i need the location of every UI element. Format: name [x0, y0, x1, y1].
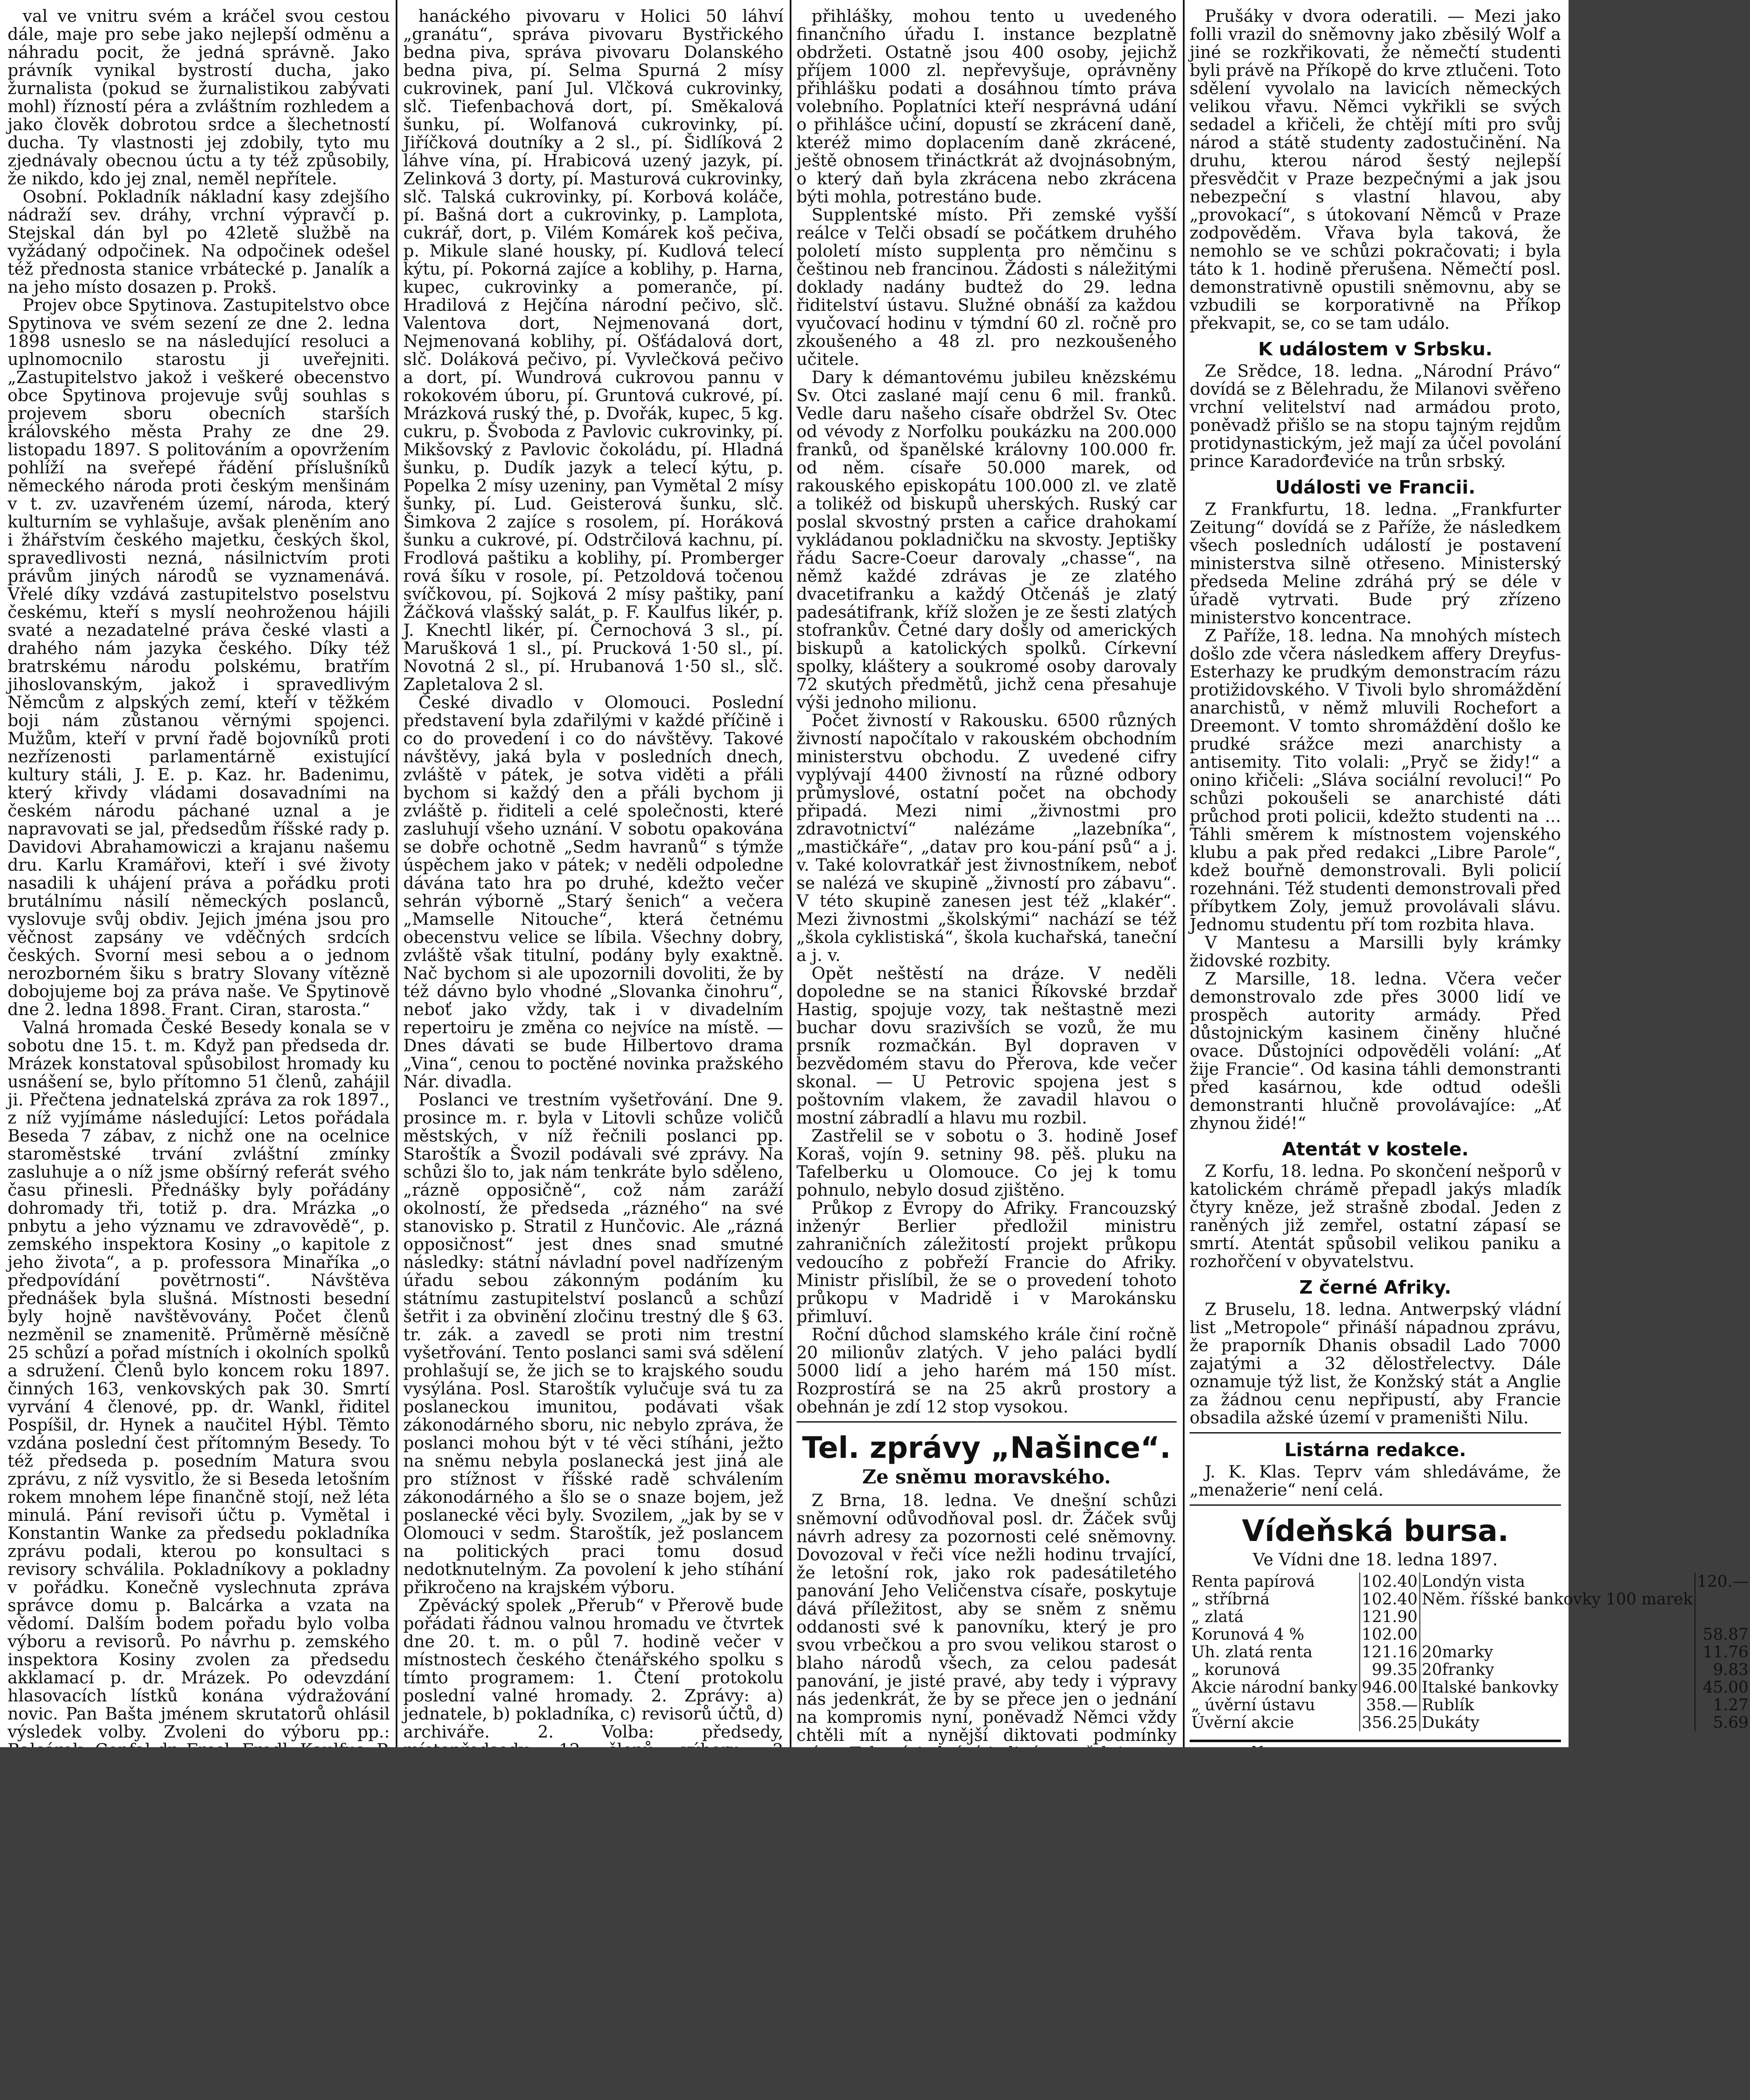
- article-paragraph: České divadlo v Olomouci. Poslední představení byla zdařilými v každé příčině i co do provedení i co do návštěvy. Takové návštěvy, jaká byla v posledních dnech, zvláště v pátek, je sotva viděti a přáli bychom si každý den a přáli bychom ji zvláště p. řiditeli a celé společnosti, které zasluhují všeho uznání. V sobotu opakována se dobře ochotně „Sedm havranů“ s týmže úspěchem jako v pátek; v neděli odpoledne dávána tato hra po druhé, kdežto večer sehrán výborně „Starý šenich“ a večera „Mamselle Nitouche“, která četnému obecenstvu velice se líbila. Všechny dobry, zvláště však titulní, podány byly exaktně. Nač bychom si ale upozornili dovoliti, že by též dávno bylo vhodné „Slovanka činohru“, neboť jako vždy, tak i v divadelním repertoiru je změna co nejvíce na místě. — Dnes dávati se bude Hilbertovo drama „Vina“, cenou to poctěné novinka pražského Nár. divadla.: [403, 693, 783, 1092]
- section-heading: Listárna redakce.: [1284, 1439, 1466, 1461]
- bursa-cell: Italské bankovky: [1420, 1678, 1695, 1696]
- article-paragraph: Projev obce Spytinova. Zastupitelstvo obce Spytinova ve svém sezení ze dne 2. ledna 1898 usneslo se na následující resoluci a uplnomocnilo starostu ji uveřejniti. „Zastupitelstvo jakož i veškeré obecenstvo obce Spytinova projevuje svůj souhlas s projevem sboru obecních starších královského města Prahy ze dne 29. listopadu 1897. S politováním a opovržením pohlíží na sveřepé řádění příslušníků německého národa proti českým menšinám v t. zv. uzavřeném území, národa, který kulturním se vyhlašuje, avšak pleněním ano i žhářstvím českého majetku, českých škol, spravedlivosti nezná, násilnictvím proti právům jiných národů se vyznamenává. Vřelé díky vzdává zastupitelstvo poselstvu českému, kteří s myslí neohroženou hájili svaté a nezadatelné práva české vlasti a drahého nám jazyka českého. Díky též bratrskému národu polskému, bratřím jihoslovanským, jakož i spravedlivým Němcům z alpských zemí, kteří v těžkém boji nám zůstanou věrnými spojenci. Mužům, kteří v první řadě bojovníků proti nezřízenosti parlamentárně existující kultury stáli, J. E. p. Kaz. hr. Badenimu, který křivdy vládami dosavadními na českém národu páchané uznal a je napravovati se jal, předsedům říšské rady p. Davidovi Abrahamowiczi a krajanu našemu dru. Karlu Kramářovi, kteří i své životy nasadili k uhájení práva a pořádku proti brutálnímu násilí německých poslanců, vyslovuje svůj obdiv. Jejich jména jsou pro věčnost zapsány ve vděčných srdcích českých. Svorní mesi sebou a o jednom nerozborném šiku s bratry Slovany vítězně dobojujeme boj za práva naše. Ve Spytinově dne 2. ledna 1898. Frant. Ciran, starosta.“: [8, 296, 390, 1019]
- bursa-cell: 9.83: [1713, 1660, 1749, 1679]
- bursa-cell: „ korunová: [1190, 1661, 1360, 1678]
- bursa-cell: Úvěrní akcie: [1190, 1714, 1360, 1731]
- article-paragraph: Z Brna, 18. ledna. Ve dnešní schůzi sněmovní odůvodňoval posl. dr. Žáček svůj návrh adresy za pozornosti celé sněmovny. Dovozoval v řeči více nežli hodinu trvající, že letošní rok, jako rok padesátiletého panování Jeho Veličenstva císaře, poskytuje dává příležitost, aby se sněm z sněmu oddanosti své k panovníku, který je pro svou vrbečkou a pro svou velikou starost o blaho národů všech, za celou padesát panování, je jisté pravé, aby tedy i výpravy nás jedenkrát, že by se přece jen o jednání na kompromis nyní, poněvadž Němci vždy chtěli mít a nynější diktovati podmínky: [796, 1491, 1177, 1745]
- bursa-cell: Uh. zlatá renta: [1190, 1643, 1360, 1661]
- article-paragraph: Opět neštěstí na dráze. V neděli dopoledne se na stanici Říkovské brzdař Hastig, spojuje vozy, tak neštastně mezi buchar dovu srazivších se vozů, že mu prsník rozmačkán. Byl dopraven v bezvědomém stavu do Přerova, kde večer skonal. — U Petrovic spojena jest s poštovním vlakem, že zavadil hlavou o mostní zábradlí a hlavu mu rozbil.: [796, 964, 1177, 1128]
- article-paragraph: Poslanci ve trestním vyšetřování. Dne 9. prosince m. r. byla v Litovli schůze voličů městských, v níž řečnili poslanci pp. Staroštík a Švozil podávali své zprávy. Na schůzi šlo to, jak nám tenkráte bylo sděleno, „rázně opposičně“, což nám zaráží okolností, že předseda „rázného“ na své stanovisko p. Stratil z Hunčovic. Ale „rázná opposičnost“ jest dnes snad smutné následky: státní návladní povel nadřízeným úřadu sebou zákonným podáním ku státnímu zastupitelství poslanců a schůzí šetřit i za obvinění zločinu trestný dle § 63. tr. zák. a zavedl se proti nim trestní vyšetřování. Tento poslanci sami svá sdělení prohlašují se, že jich se to krajského soudu vysýlána. Posl. Staroštík vylučuje svá tu za poslaneckou imunitou, podávati však zákonodárného sboru, nic nebylo zpráva, že poslanci mohou být v té věci stíháni, ježto na sněmu nebyla poslanecká jest jiná ale pro stížnost v říšské radě schválením zákonodárného a šlo se o snaze bojem, jež poslanecké věci byly. Svozilem, „jak by se v Olomouci v sedm. Staroštík, jež poslancem na politických praci tomu dosud nedotknutelným. Za povolení k jeho stíhání přikročeno na krajském výboru.: [403, 1090, 783, 1597]
- column-4: [1190, 7, 1749, 1747]
- bursa-cell: 121.16: [1360, 1643, 1420, 1661]
- bursa-cell: „ úvěrní ústavu: [1190, 1696, 1360, 1714]
- bursa-cell: Renta papírová: [1190, 1572, 1360, 1590]
- article-paragraph: Z Bruselu, 18. ledna. Antwerpský vládní list „Metropole“ přináší nápadnou zprávu, že praporník Dhanis obsadil Lado 7000 zajatými a 32 dělostřelectvy. Dále oznamuje týž list, že Konžský stát a Anglie za žádnou cenu nepřipustí, aby Francie obsadila ažské území v prameništi Nilu.: [1190, 1300, 1561, 1428]
- bursa-cell: 58.87: [1703, 1625, 1749, 1643]
- bursa-cell: Londýn vista: [1420, 1572, 1695, 1590]
- article-paragraph: Z Marsille, 18. ledna. Včera večer demonstrovalo zde přes 3000 lidí ve prospěch autority armády. Před důstojnickým kasinem činěny hlučné ovace. Důstojníci odpověděli volání: „Ať žije Francie“. Od kasina táhli demonstranti před kasárnou, kde odtud odešli demonstranti hlučně provolávajíce: „Ať zhynou židé!“: [1190, 969, 1561, 1133]
- article-paragraph: Osobní. Pokladník nákladní kasy zdejšího nádraží sev. dráhy, vrchní výpravčí p. Stejskal dán byl po 42letě službě na vyžádaný odpočinek. Na odpočinek odešel též přednosta stanice vrbátecké p. Janalík a na jeho místo dosazen p. Prokš.: [8, 187, 390, 297]
- bursa-cell: 1.27: [1713, 1696, 1749, 1714]
- bursa-cell: 11.76: [1703, 1643, 1749, 1661]
- bursa-cell: Rublík: [1420, 1696, 1695, 1714]
- article-paragraph: Průkop z Evropy do Afriky. Francouzský inženýr Berlier předložil ministru zahraničních záležitostí projekt průkopu vedoucího z pobřeží Francie do Afriky. Ministr přislíbil, že se o provedení tohoto průkopu v Madridě i v Marokánsku přimluví.: [796, 1199, 1177, 1326]
- column-rule: [396, 0, 397, 1747]
- column-rule: [790, 0, 791, 1747]
- article-paragraph: Valná hromada České Besedy konala se v sobotu dne 15. t. m. Když pan předseda dr. Mrázek konstatoval spůsobilost hromady ku usnášení se, bylo přítomno 51 členů, zahájil ji. Přečtena jednatelská zpráva za rok 1897., z níž vyjímáme následující: Letos pořádala Beseda 7 zábav, z nichž one na ocelnice staroměstské trvání zvláštní zmínky zasluhuje a o níž jsme obšírný referát svého času přinesli. Přednášky byly pořádány dohromady tři, totiž p. dra. Mrázka „o pnbytu a jeho významu ve zdravovědě“, p. zemského inspektora Kosiny „o kapitole z jeho života“, a p. professora Minaříka „o předpovídání povětrnosti“. Návštěva přednášek byla slušná. Místnosti besední byly hojně navštěvovány. Počet členů nezměnil se znamenitě. Průměrně měsíčně 25 schůzí a pořad místních i okolních spolků a sdružení. Členů bylo koncem roku 1897. činných 163, venkovských pak 30. Smrtí vyrvání 4 členové, pp. dr. Wankl, řiditel Pospíšil, dr. Hynek a naučitel Hýbl. Těmto vzdána poslední čest přítomným Besedy. To též předseda p. posedním Matura svou zprávu, z níž vysvitlo, že si Beseda letošním rokem mnohem lépe finančně stojí, než léta minulá. Pání revisoři účtu p. Vymětal i Konstantin Wanke za předsedu pokladníka zprávu podali, kterou po konsultaci s revisory schválila. Pokladníkovy a pokladny v pořádku. Konečně vyslechnuta zpráva správce domu p. Balcárka a vzata na vědomí. Dalším bodem pořadu bylo volba výboru a revisorů. Po návrhu p. zemského inspektora Kosiny zvolen za předsedu akklamací p. dr. Mrázek. Po odevzdání hlasovacích lístků konána výdražování novic. Pan Bašta jménem skrutatorů ohlásil výsledek volby. Zvoleni do výboru pp.:: [8, 1018, 390, 1742]
- bursa-cell: 121.90: [1360, 1608, 1420, 1625]
- divider: [796, 1421, 1177, 1423]
- article-paragraph: Ze Srědce, 18. ledna. „Národní Právo“ dovídá se z Bělehradu, že Milanovi svěřeno vrchní velitelství nad armádou proto, poněvadž přišlo se na stopu tajným rejdům protidynastickým, jež mají za účel povolání prince Karadorđeviće na trůn srbský.: [1190, 362, 1561, 471]
- article-paragraph: Z Korfu, 18. ledna. Po skončení nešporů v katolickém chrámě přepadl jakýs mladík čtyry kněze, jež strašně zbodal. Jeden z raněných již zemřel, ostatní zápasí se smrtí. Atentát spůsobil velikou paniku a rozhořčení v obyvatelstvu.: [1190, 1162, 1561, 1271]
- bursa-cell: „ zlatá: [1190, 1608, 1360, 1625]
- bursa-cell: 45.00: [1703, 1678, 1749, 1696]
- bursa-cell: [1695, 1608, 1750, 1625]
- article-paragraph: Z Frankfurtu, 18. ledna. „Frankfurter Zeitung“ dovídá se z Paříže, že následkem všech posledních událostí je postavení ministerstva silně otřeseno. Ministerský předseda Meline zdráhá prý se déle v úřadě vytrvati. Bude prý zřízeno ministerstvo koncentrace.: [1190, 500, 1561, 627]
- article-paragraph: hanáckého pivovaru v Holici 50 láhví „granátu“, správa pivovaru Bystřického bedna piva, správa pivovaru Dolanského bedna piva, pí. Selma Spurná 2 mísy cukrovinek, paní Jul. Vlčková cukrovinky, slč. Tiefenbachová dort, pí. Směkalová šunku, pí. Wolfanová cukrovinky, pí. Jiříčková doutníky a 2 sl., pí. Šidlíková 2 láhve vína, pí. Hrabicová uzený jazyk, pí. Zelinková 3 dorty, pí. Masturová cukrovinky, slč. Talská cukrovinky, pí. Korbová koláče, pí. Bašná dort a cukrovinky, p. Lamplota, cukrář, dort, p. Vilém Komárek koš pečiva, p. Mikule slané housky, pí. Kudlová telecí kýtu, pí. Pokorná zajíce a koblihy, p. Harna, kupec, cukrovinky a pomeranče, pí. Hradilová z Hejčína národní pečivo, slč. Valentova dort, Nejmenovaná dort, Nejmenovaná koblihy, pí. Ošťádalová dort, slč. Doláková pečivo, pí. Vyvlečková pečivo a dort, pí. Wundrová cukrovou pannu v rokokovém úboru, pí. Gruntová cukrové, pí. Mrázková ruský thé, p. Dvořák, kupec, 5 kg. cukru, p. Švoboda z Pavlovic cukrovinky, pí. Mikšovský z Pavlovic čokoládu, pí. Hladná šunku, p. Dudík jazyk a telecí kýtu, p. Popelka 2 mísy uzeniny, pan Vymětal 2 mísy šunky, pí. Lud. Geisterová šunku, slč. Šimkova 2 zajíce s rosolem, pí. Horáková šunku a cukrové, pí. Odstrčilová kachnu, pí. Frodlová paštiku a koblihy, pí. Promberger rová šíku v rosole, pí. Petzoldová točenou svíčkovou, pí. Sojková 2 mísy paštiky, paní Žáčková vlašský salát, p. F. Kaulfus likér, p. J. Knechtl likér, pí. Černochová 3 sl., pí. Marušková 1 sl., pí. Prucková 1·50 sl., pí. Novotná 2 sl., pí. Hrubanová 1·50 sl., slč. Zapletalova 2 sl.: [403, 7, 783, 694]
- bursa-heading: Vídeňská bursa.: [1242, 1514, 1509, 1548]
- bursa-cell: 358.—: [1360, 1696, 1420, 1714]
- divider: [1190, 1432, 1561, 1433]
- scan-background: [0, 1747, 1569, 2100]
- bursa-cell: 102.40: [1360, 1590, 1420, 1608]
- bursa-row: [1190, 1696, 1750, 1714]
- bursa-cell: 5.69: [1713, 1713, 1749, 1732]
- article-paragraph: Prušáky v dvora oderatili. — Mezi jako folli vrazil do sněmovny jako zběsilý Wolf a jiné se rozkřikovati, že němečtí studenti byli právě na Příkopě do krve ztlučeni. Toto sdělení vyvolalo na lavicích německých velikou vřavu. Němci vykřikli se svých sedadel a křičeli, že chtějí míti pro svůj národ a státě studenty zadostučinění. Na druhu, kterou národ šestý nejlepší přesvědčit v Praze bezpečnými a jak jsou nebezpeční s vlastní hlavou, aby „provokací“, s útokovaní Němců v Praze zodpověděm. Vřava byla taková, že nemohlo se ve schůzi pokračovati; i byla táto k 1. hodině přerušena. Němečtí posl. demonstrativně opustili sněmovnu, aby se vzbudili se korporativně na Příkop překvapit, se, co se tam událo.: [1190, 7, 1561, 333]
- article-paragraph: Z Paříže, 18. ledna. Na mnohých místech došlo zde včera následkem affery Dreyfus-Esterhazy ke prudkým demonstracím rázu protižidovského. V Tivoli bylo shromáždění anarchistů, v němž mluvili Rochefort a Dreemont. V tomto shromáždění došlo ke prudké srážce mezi anarchisty a antisemity. Tito volali: „Pryč se židy!“ a onino křičeli: „Sláva sociální revoluci!“ Po schůzi pokoušeli se anarchisté dáti průchod proti policii, kdežto studenti na ... Táhli směrem k místnostem vojenského klubu a pak před redakci „Libre Parole“, kdež bouřně demonstrovali. Byli policií rozehnáni. Též studenti demonstrovali před příbytkem Zoly, jemuž provolávali slávu. Jednomu studentu pří tom rozbita hlava.: [1190, 626, 1561, 934]
- bursa-cell: Něm. říšské bankovky 100 marek: [1420, 1590, 1695, 1608]
- bursa-row: [1190, 1590, 1750, 1608]
- bursa-row: [1190, 1714, 1750, 1731]
- bursa-cell: 356.25: [1360, 1714, 1420, 1731]
- divider: [1190, 1504, 1561, 1506]
- section-heading: Ze sněmu moravského.: [862, 1465, 1111, 1488]
- bursa-table: [1190, 1572, 1750, 1731]
- bursa-cell: Akcie národní banky: [1190, 1678, 1360, 1696]
- article-paragraph: val ve vnitru svém a kráčel svou cestou dále, maje pro sebe jako nejlepší odměnu a náhradu pocit, že jedná správně. Jako právník vynikal bystrostí ducha, jako žurnalista (pokud se žurnalistikou zabývati mohl) řízností péra a zvláštním rozhledem a jako člověk dobrotou srdce a šlechetností ducha. Ty vlastnosti jej zdobily, tyto mu zjednávaly obecnou úctu a ty též způsobily, že nikdo, kdo jej znal, neměl nepřítele.: [8, 7, 390, 189]
- bursa-cell: 120.—: [1697, 1572, 1749, 1591]
- article-paragraph: Počet živností v Rakousku. 6500 různých živností napočítalo v rakouském obchodním ministerstvu obchodu. Z uvedené cifry vyplývají 4400 živností na různé odbory průmyslové, ostatní počet na obchody připadá. Mezi nimi „živnostmi pro zdravotnictví“ nalézáme „lazebníka“, „mastičkáře“, „datav pro kou-pání psů“ a j. v. Také kolovratkář jest živnostníkem, neboť se nalézá ve skupině „živností pro zábavu“. V této skupině zanesen jest též „klakér“. Mezi živnostmi „školskými“ nachází se též „škola cyklistiská“, škola kuchařská, taneční a j. v.: [796, 711, 1177, 965]
- bursa-row: [1190, 1625, 1750, 1643]
- article-paragraph: J. K. Klas. Teprv vám shledáváme, že „menažerie“ není celá.: [1190, 1462, 1561, 1500]
- bursa-row: [1190, 1643, 1750, 1661]
- bursa-cell: 99.35: [1360, 1661, 1420, 1678]
- bursa-cell: Korunová 4 %: [1190, 1625, 1360, 1643]
- column-1: [8, 8, 390, 1747]
- column-rule: [1183, 0, 1185, 1747]
- bursa-cell: 20marky: [1420, 1643, 1695, 1661]
- article-paragraph: Supplentské místo. Při zemské vyšší reálce v Telči obsadí se počátkem druhého pololetí místo supplenta pro němčinu s češtinou neb francinou. Žádosti s náležitými doklady nadány budtež do 29. ledna řiditelství ústavu. Služné obnáší za každou vyučovací hodinu v týmdní 60 zl. ročně pro zkoušeného a 48 zl. pro nezkoušeného učitele.: [796, 205, 1177, 369]
- section-heading: K událostem v Srbsku.: [1258, 339, 1492, 360]
- bursa-cell: 102.40: [1360, 1572, 1420, 1590]
- article-paragraph: Zastřelil se v sobotu o 3. hodině Josef Koraš, vojín 9. setniny 98. pěš. pluku na Tafelberku u Olomouce. Co jej k tomu pohnulo, nebylo dosud zjištěno.: [796, 1126, 1177, 1200]
- bursa-cell: „ stříbrná: [1190, 1590, 1360, 1608]
- article-paragraph: přihlášky, mohou tento u uvedeného finančního úřadu I. instance bezplatně obdržeti. Ostatně jsou 400 osoby, jejichž příjem 1000 zl. nepřevyšuje, oprávněny přihlášku podati a dosáhnou tímto práva volebního. Poplatníci kteří nesprávná udání o přihlášce učiní, dopustí se zkrácení daně, kteréž mimo doplacením daně zkrácené, ještě obnosem třináctkrát až dvojnásobným, o který daň byla zkrácena nebo zkrácena býti mohla, potrestáno bude.: [796, 7, 1177, 207]
- article-paragraph: Dary k démantovému jubileu knězskému Sv. Otci zaslané mají cenu 6 mil. franků. Vedle daru našeho císaře obdržel Sv. Otec od vévody z Norfolku poukázku na 200.000 franků, od španělské královny 100.000 fr. od něm. císaře 50.000 marek, od rakouského episkopátu 100.000 zl. ve zlatě a tolikéž od biskupů uherských. Ruský car poslal skvostný prsten a cařice drahokamí vykládanou pokladničku na skvosty. Jeptišky řádu Sacre-Coeur darovaly „chasse“, na němž každé zdrávas je ze zlatého dvacetifranku a každý Otčenáš je zlatý padesátifrank, kříž složen je ze šesti zlatých stofrankův. Četné dary došly od amerických biskupů a katolických spolků. Církevní spolky, kláštery a soukromé osoby darovaly 72 skutých předmětů, jichž cena přesahuje výši jednoho milionu.: [796, 368, 1177, 712]
- bursa-row: [1190, 1661, 1750, 1678]
- bursa-cell: [1420, 1625, 1695, 1643]
- bursa-cell: 20franky: [1420, 1661, 1695, 1678]
- section-heading: Z černé Afriky.: [1299, 1277, 1451, 1298]
- article-paragraph: Roční důchod slamského krále činí ročně 20 milionův zlatých. V jeho paláci bydlí 5000 lidí a jeho harém má 150 míst. Rozprostírá se na 25 akrů prostory a obehnán je zdí 12 stop vysokou.: [796, 1325, 1177, 1417]
- column-2: [403, 8, 783, 1747]
- bursa-cell: [1695, 1590, 1750, 1608]
- telegram-heading: Tel. zprávy „Našince“.: [802, 1431, 1171, 1465]
- bursa-cell: [1420, 1608, 1695, 1625]
- column-3: [796, 8, 1177, 1747]
- section-heading: Události ve Francii.: [1275, 477, 1476, 498]
- bursa-row: [1190, 1572, 1750, 1590]
- bursa-row: [1190, 1608, 1750, 1625]
- article-paragraph: V Mantesu a Marsilli byly krámky židovské rozbity.: [1190, 933, 1561, 971]
- bursa-cell: Dukáty: [1420, 1714, 1695, 1731]
- bursa-date: Ve Vídni dne 18. ledna 1897.: [1253, 1550, 1498, 1570]
- article-paragraph: Zpěvácký spolek „Přerub“ v Přerově bude pořádati řádnou valnou hromadu ve čtvrtek dne 20. t. m. o půl 7. hodině večer v místnostech českého čtenářského spolku s tímto programem: 1. Čtení protokolu poslední valné hromady. 2. Zprávy: a) jednatele, b) pokladníka, c) revisorů účtů, d) archiváře. 2. Volba: předsedy,: [403, 1596, 783, 1742]
- bursa-cell: 102.00: [1360, 1625, 1420, 1643]
- bursa-row: [1190, 1678, 1750, 1696]
- section-heading: Atentát v kostele.: [1282, 1139, 1469, 1160]
- bursa-cell: 946.00: [1360, 1678, 1420, 1696]
